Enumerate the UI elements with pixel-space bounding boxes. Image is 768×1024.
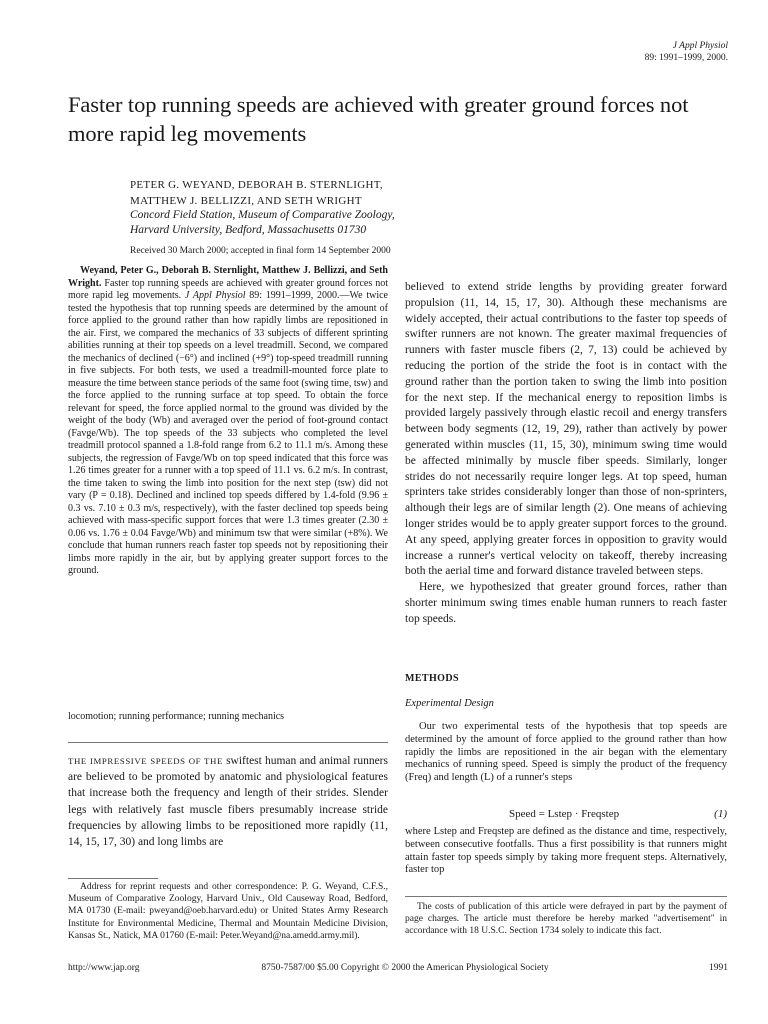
- intro-body: swiftest human and animal runners are believed to be promoted by anatomic and physiological features that increase both the frequency and length of their strides. Slender legs with relatively fast muscle fibers presumably increase stride frequencies by allowing limbs to be repositioned more rapidly (11, 14, 15, 17, 30) and long limbs are: [68, 755, 388, 849]
- footnote-divider: [68, 878, 158, 879]
- equation-text: Speed = Lstep · Freqstep: [509, 808, 620, 820]
- methods-paragraph-continued: where Lstep and Freqstep are defined as the distance and time, respectively, between consecutive footfalls. Thus a first possibility is that runners might attain faster top speeds simply by taking more frequent steps. Alternatively, faster top: [405, 826, 727, 876]
- journal-url: http://www.jap.org: [68, 963, 140, 973]
- abstract-title: Faster top running speeds are achieved with greater ground forces not more rapid leg movements.: [68, 277, 388, 301]
- author-line: MATTHEW J. BELLIZZI, AND SETH WRIGHT: [130, 194, 362, 207]
- footnote-divider: [405, 896, 727, 897]
- article-title: Faster top running speeds are achieved with greater ground forces not more rapid leg movements: [68, 92, 689, 146]
- hypothesis-paragraph: Here, we hypothesized that greater ground forces, rather than shorter minimum swing times enable human runners to reach faster top speeds.: [405, 581, 727, 625]
- page-number: 1991: [709, 963, 728, 973]
- affiliation-line: Harvard University, Bedford, Massachusetts 01730: [130, 224, 367, 236]
- abstract-journal: J Appl Physiol: [184, 290, 246, 301]
- received-dates: Received 30 March 2000; accepted in final form 14 September 2000: [130, 246, 391, 256]
- section-divider: [68, 742, 388, 743]
- author-list: [130, 178, 690, 209]
- methods-heading: METHODS: [405, 673, 459, 684]
- affiliation: [130, 208, 690, 238]
- introduction-paragraph: [68, 753, 388, 850]
- keywords: locomotion; running performance; running mechanics: [68, 711, 285, 722]
- experimental-design-subheading: Experimental Design: [405, 698, 494, 709]
- journal-citation: [645, 40, 728, 64]
- journal-name: J Appl Physiol: [672, 41, 728, 51]
- affiliation-line: Concord Field Station, Museum of Comparative Zoology,: [130, 209, 395, 221]
- copyright-line: 8750-7587/00 $5.00 Copyright © 2000 the American Physiological Society: [261, 963, 549, 973]
- right-column-text: [405, 280, 727, 628]
- correspondence-footnote: Address for reprint requests and other correspondence: P. G. Weyand, C.F.S., Museum of Comparative Zoology, Harvard Univ., Old Causeway Road, Bedford, MA 01730 (E-mail: pweyand@oeb.harvard.edu) or United States Army Research Institute for Environmental Medicine, Thermal and Mountain Medicine Division, Kansas St., Natick, MA 01760 (E-mail: Peter.Weyand@na.amedd.army.mil).: [68, 882, 388, 941]
- publication-cost-footnote: The costs of publication of this article were defrayed in part by the payment of page charges. The article must therefore be hereby marked "advertisement" in accordance with 18 U.S.C. Section 1734 solely to indicate this fact.: [405, 902, 727, 936]
- author-line: PETER G. WEYAND, DEBORAH B. STERNLIGHT,: [130, 179, 383, 191]
- body-paragraph: believed to extend stride lengths by providing greater forward propulsion (11, 14, 15, 17, 30). Although these mechanisms are widely accepted, their actual contributions to the faster top speeds of swifter runners are not known. The greater maximal frequencies of runners with faster muscle fibers (2, 7, 13) could be achieved by reducing the portion of the stride the foot is in contact with the ground rather than the portion taken to swing the limb into position for the next step. If the mechanical energy to reposition limbs is provided largely passively through elastic recoil and energy transfers between body segments (12, 19, 29), rather than actively by power generated within muscles (11, 15, 30), minimum swing time would be affected minimally by muscle fiber speeds. Similarly, longer strides do not necessarily require longer legs. At top speed, human sprinters take strides considerably longer than those of non-sprinters, although their legs are of similar length (2). One means of achieving longer strides would be to apply greater support forces to the ground. At any speed, applying greater forces in opposition to gravity would increase a runner's vertical velocity on takeoff, thereby increasing both the aerial time and forward distance traveled between steps.: [405, 281, 727, 578]
- volume-pages: 89: 1991–1999, 2000.: [644, 53, 728, 63]
- intro-lead: THE IMPRESSIVE SPEEDS OF THE: [68, 756, 223, 766]
- equation-number: (1): [714, 808, 727, 820]
- abstract-authors: Weyand, Peter G., Deborah B. Sternlight, Matthew J. Bellizzi, and Seth Wright.: [68, 265, 388, 289]
- methods-paragraph: Our two experimental tests of the hypothesis that top speeds are determined by the amount of force applied to the ground rather than how rapidly the limbs are repositioned in the air began with the elementary mechanics of running speed. Speed is simply the product of the frequency (Freq) and length (L) of a runner's steps: [405, 721, 727, 784]
- abstract: [68, 265, 388, 578]
- abstract-body: 89: 1991–1999, 2000.—We twice tested the hypothesis that top running speeds are determined by the amount of force applied to the ground rather than how rapidly limbs are repositioned in the air. First, we compared the mechanics of 33 subjects of different sprinting abilities running at their top speeds on a level treadmill. Second, we compared the mechanics of declined (−6°) and inclined (+9°) top-speed treadmill running in five subjects. For both tests, we used a treadmill-mounted force plate to measure the time between stance periods of the same foot (swing time, tsw) and the force applied to the running surface at top speed. To obtain the force relevant for speed, the force applied normal to the ground was divided by the weight of the body (Wb) and averaged over the period of foot-ground contact (Favge/Wb). The top speeds of the 33 subjects who completed the level treadmill protocol spanned a 1.8-fold range from 6.2 to 11.1 m/s. Among these subjects, the regression of Favge/Wb on top speed indicated that this force was 1.26 times greater for a runner with a top speed of 11.1 vs. 6.2 m/s. In contrast, the time taken to swing the limb into position for the next step (tsw) did not vary (P = 0.18). Declined and inclined top speeds differed by 1.4-fold (9.96 ± 0.3 vs. 7.10 ± 0.3 m/s, respectively), with the faster declined top speeds being achieved with mass-specific support forces that were 1.3 times greater (2.30 ± 0.06 vs. 1.76 ± 0.04 Favge/Wb) and minimum tsw that were similar (+8%). We conclude that human runners reach faster top speeds not by repositioning their limbs more rapidly in the air, but by applying greater support forces to the ground.: [68, 290, 388, 576]
